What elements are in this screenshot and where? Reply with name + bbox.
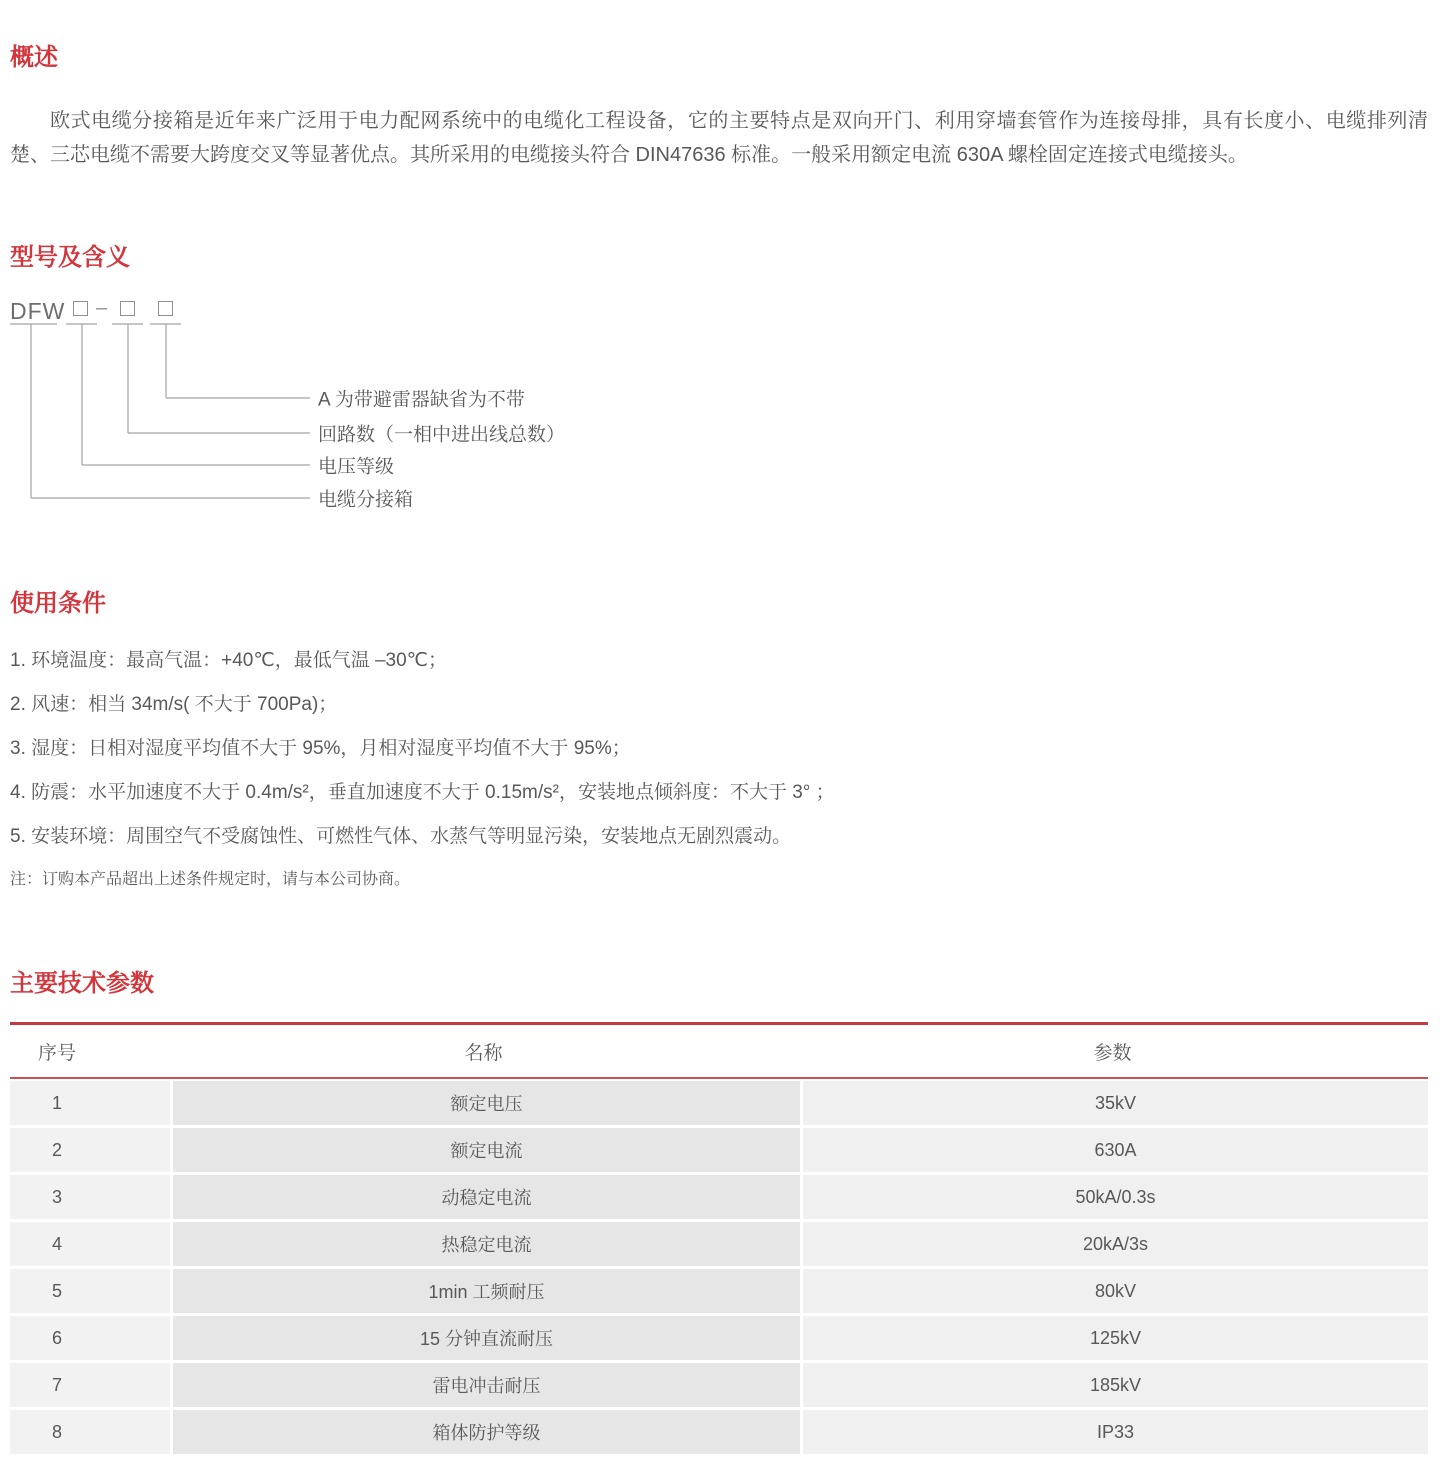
table-header-row: [10, 1022, 1428, 1079]
condition-item: 4. 防震：水平加速度不大于 0.4m/s²，垂直加速度不大于 0.15m/s²，安装地点倾斜度：不大于 3° ；: [10, 781, 835, 803]
section-title-overview: 概述: [10, 44, 58, 71]
conditions-note: 注：订购本产品超出上述条件规定时，请与本公司协商。: [10, 870, 411, 888]
table-cell-value: 20kA/3s: [803, 1222, 1428, 1266]
model-code-prefix: DFW: [10, 298, 66, 325]
model-code-box-arrester: [158, 301, 173, 316]
table-cell-index: 5: [10, 1269, 170, 1313]
table-cell-value: 35kV: [803, 1081, 1428, 1125]
table-body: [10, 1081, 1428, 1454]
model-code-box-voltage: [73, 301, 88, 316]
table-cell-name: 15 分钟直流耐压: [173, 1316, 800, 1360]
table-header-index: 序号: [38, 1042, 77, 1064]
condition-item: 2. 风速：相当 34m/s( 不大于 700Pa)；: [10, 693, 338, 715]
table-cell-value: 125kV: [803, 1316, 1428, 1360]
model-code-box-circuits: [120, 301, 135, 316]
table-cell-name: 1min 工频耐压: [173, 1269, 800, 1313]
table-cell-value: 630A: [803, 1128, 1428, 1172]
section-usage-conditions: [10, 590, 1428, 890]
section-overview: [10, 44, 1428, 172]
table-cell-name: 额定电压: [173, 1081, 800, 1125]
table-cell-value: 80kV: [803, 1269, 1428, 1313]
table-header-name: 名称: [464, 1042, 503, 1064]
condition-item: 1. 环境温度：最高气温：+40℃，最低气温 –30℃；: [10, 649, 448, 671]
overview-paragraph: 欧式电缆分接箱是近年来广泛用于电力配网系统中的电缆化工程设备，它的主要特点是双向开门、利用穿墙套管作为连接母排，具有长度小、电缆排列清楚、三芯电缆不需要大跨度交叉等显著优点。其所采用的电缆接头符合 DIN47636 标准。一般采用额定电流 630A 螺栓固定连接式电缆接头。: [10, 109, 1428, 166]
table-header-value: 参数: [1093, 1042, 1132, 1064]
diagram-label-cable-box: 电缆分接箱: [318, 489, 414, 511]
table-cell-index: 2: [10, 1128, 170, 1172]
section-title-model: 型号及含义: [10, 243, 130, 271]
section-model-meaning: [10, 244, 1428, 514]
table-cell-index: 8: [10, 1410, 170, 1454]
condition-item: 5. 安装环境：周围空气不受腐蚀性、可燃性气体、水蒸气等明显污染，安装地点无剧烈震动。: [10, 825, 792, 847]
table-cell-index: 7: [10, 1363, 170, 1407]
table-cell-name: 雷电冲击耐压: [173, 1363, 800, 1407]
table-cell-name: 动稳定电流: [173, 1175, 800, 1219]
table-cell-value: IP33: [803, 1410, 1428, 1454]
table-cell-index: 6: [10, 1316, 170, 1360]
diagram-label-arrester: A 为带避雷器缺省为不带: [318, 389, 525, 411]
section-title-parameters: 主要技术参数: [10, 969, 154, 997]
table-cell-name: 热稳定电流: [173, 1222, 800, 1266]
diagram-label-circuit-count: 回路数（一相中进出线总数）: [318, 424, 566, 446]
model-code-diagram: [10, 298, 1428, 513]
table-cell-value: 185kV: [803, 1363, 1428, 1407]
condition-item: 3. 湿度：日相对湿度平均值不大于 95%，月相对湿度平均值不大于 95%；: [10, 737, 631, 759]
section-title-conditions: 使用条件: [10, 590, 106, 618]
table-cell-index: 4: [10, 1222, 170, 1266]
parameters-table: [10, 1022, 1428, 1454]
table-cell-index: 3: [10, 1175, 170, 1219]
section-technical-parameters: [10, 970, 1428, 1455]
table-cell-index: 1: [10, 1081, 170, 1125]
model-code-separator: –: [96, 297, 108, 320]
table-cell-name: 额定电流: [173, 1128, 800, 1172]
table-cell-name: 箱体防护等级: [173, 1410, 800, 1454]
table-cell-value: 50kA/0.3s: [803, 1175, 1428, 1219]
diagram-label-voltage-class: 电压等级: [318, 456, 395, 478]
diagram-connector-lines: [10, 298, 320, 510]
